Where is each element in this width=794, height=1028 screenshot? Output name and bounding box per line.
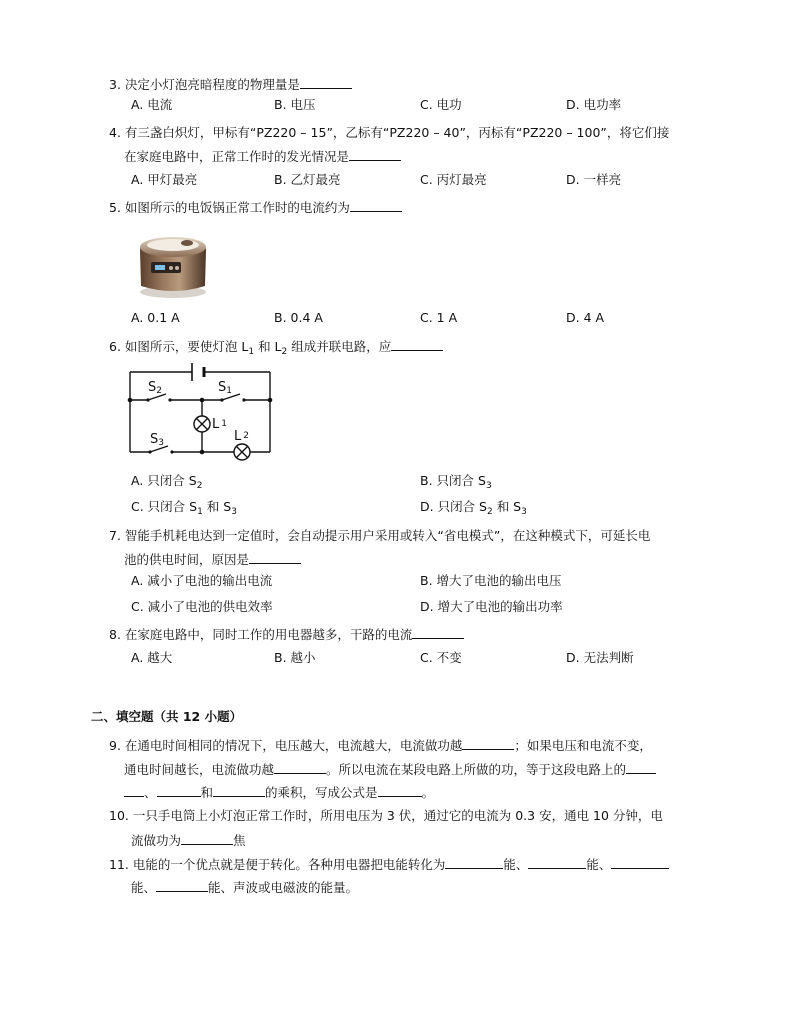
q3-option-c[interactable]: C. 电功 <box>420 97 462 112</box>
q8-option-a[interactable]: A. 越大 <box>131 650 173 665</box>
lamp-l1-icon <box>194 416 210 432</box>
q7-stem-line1: 7. 智能手机耗电达到一定值时，会自动提示用户采用或转入“省电模式”，在这种模式下，可延长电 <box>109 528 651 543</box>
q8-option-c[interactable]: C. 不变 <box>420 650 462 665</box>
q11-line1: 11. 电能的一个优点就是便于转化。各种用电器把电能转化为 能、 能、 <box>109 856 669 873</box>
q4-stem-line2: 在家庭电路中，正常工作时的发光情况是 <box>124 148 401 165</box>
q8-stem: 8. 在家庭电路中，同时工作的用电器越多，干路的电流 <box>109 626 464 643</box>
circuit-diagram <box>126 362 276 472</box>
q3-option-a[interactable]: A. 电流 <box>131 97 173 112</box>
switch-s3-label: S3 <box>150 432 164 448</box>
q6-option-b[interactable]: B. 只闭合 $S_3$ <box>420 473 492 491</box>
lamp-l2-label: L 2 <box>234 429 249 444</box>
q4-option-b[interactable]: B. 乙灯最亮 <box>274 172 341 187</box>
q6-option-d[interactable]: D. 只闭合 $S_2$ 和 $S_3$ <box>420 499 527 517</box>
q6-option-a[interactable]: A. 只闭合 $S_2$ <box>131 473 203 491</box>
q5-option-a[interactable]: A. 0.1 A <box>131 310 180 325</box>
q3-option-b[interactable]: B. 电压 <box>274 97 316 112</box>
q5-stem: 5. 如图所示的电饭锅正常工作时的电流约为 <box>109 199 402 216</box>
q7-option-a[interactable]: A. 减小了电池的输出电流 <box>131 573 273 588</box>
q9-line2: 通电时间越长，电流做功越 。所以电流在某段电路上所做的功，等于这段电路上的 <box>124 761 656 778</box>
q7-option-d[interactable]: D. 增大了电池的输出功率 <box>420 599 563 614</box>
q8-option-b[interactable]: B. 越小 <box>274 650 316 665</box>
q11-line2: 能、 能、声波或电磁波的能量。 <box>131 880 359 895</box>
q4-option-c[interactable]: C. 丙灯最亮 <box>420 172 487 187</box>
q7-stem-line2: 池的供电时间，原因是 <box>124 551 301 568</box>
q10-line2: 流做功为 焦 <box>131 833 246 848</box>
lamp-l2-icon <box>234 444 250 460</box>
q9-line3: 、 和 的乘积，写成公式是 。 <box>124 784 434 801</box>
q3-stem: 3. 决定小灯泡亮暗程度的物理量是 <box>109 76 352 93</box>
q5-option-c[interactable]: C. 1 A <box>420 310 458 325</box>
lamp-l1-label: L 1 <box>212 417 227 432</box>
section-title: 二、填空题（共 12 小题） <box>91 709 243 724</box>
q5-option-b[interactable]: B. 0.4 A <box>274 310 323 325</box>
q4-stem-line1: 4. 有三盏白炽灯，甲标有“PZ220 – 15”，乙标有“PZ220 – 40”，丙标有“PZ220 – 100”，将它们接 <box>109 125 670 140</box>
switch-s2-label: S2 <box>148 380 162 396</box>
q8-option-d[interactable]: D. 无法判断 <box>566 650 634 665</box>
q4-option-d[interactable]: D. 一样亮 <box>566 172 622 187</box>
switch-s1-label: S1 <box>218 380 232 396</box>
q6-option-c[interactable]: C. 只闭合 $S_1$ 和 $S_3$ <box>131 499 237 517</box>
q10-line1: 10. 一只手电筒上小灯泡正常工作时，所用电压为 3 伏，通过它的电流为 0.3 安，通电 10 分钟，电 <box>109 808 663 823</box>
q9-line1: 9. 在通电时间相同的情况下，电压越大，电流越大，电流做功越 ；如果电压和电流不变， <box>109 738 652 753</box>
q7-option-c[interactable]: C. 减小了电池的供电效率 <box>131 599 273 614</box>
q6-stem: 6. 如图所示，要使灯泡 $L_1$ 和 $L_2$ 组成并联电路，应 <box>109 338 443 355</box>
rice-cooker-image <box>135 228 213 300</box>
q5-option-d[interactable]: D. 4 A <box>566 310 605 325</box>
q3-option-d[interactable]: D. 电功率 <box>566 97 622 112</box>
q7-option-b[interactable]: B. 增大了电池的输出电压 <box>420 573 562 588</box>
q4-option-a[interactable]: A. 甲灯最亮 <box>131 172 198 187</box>
